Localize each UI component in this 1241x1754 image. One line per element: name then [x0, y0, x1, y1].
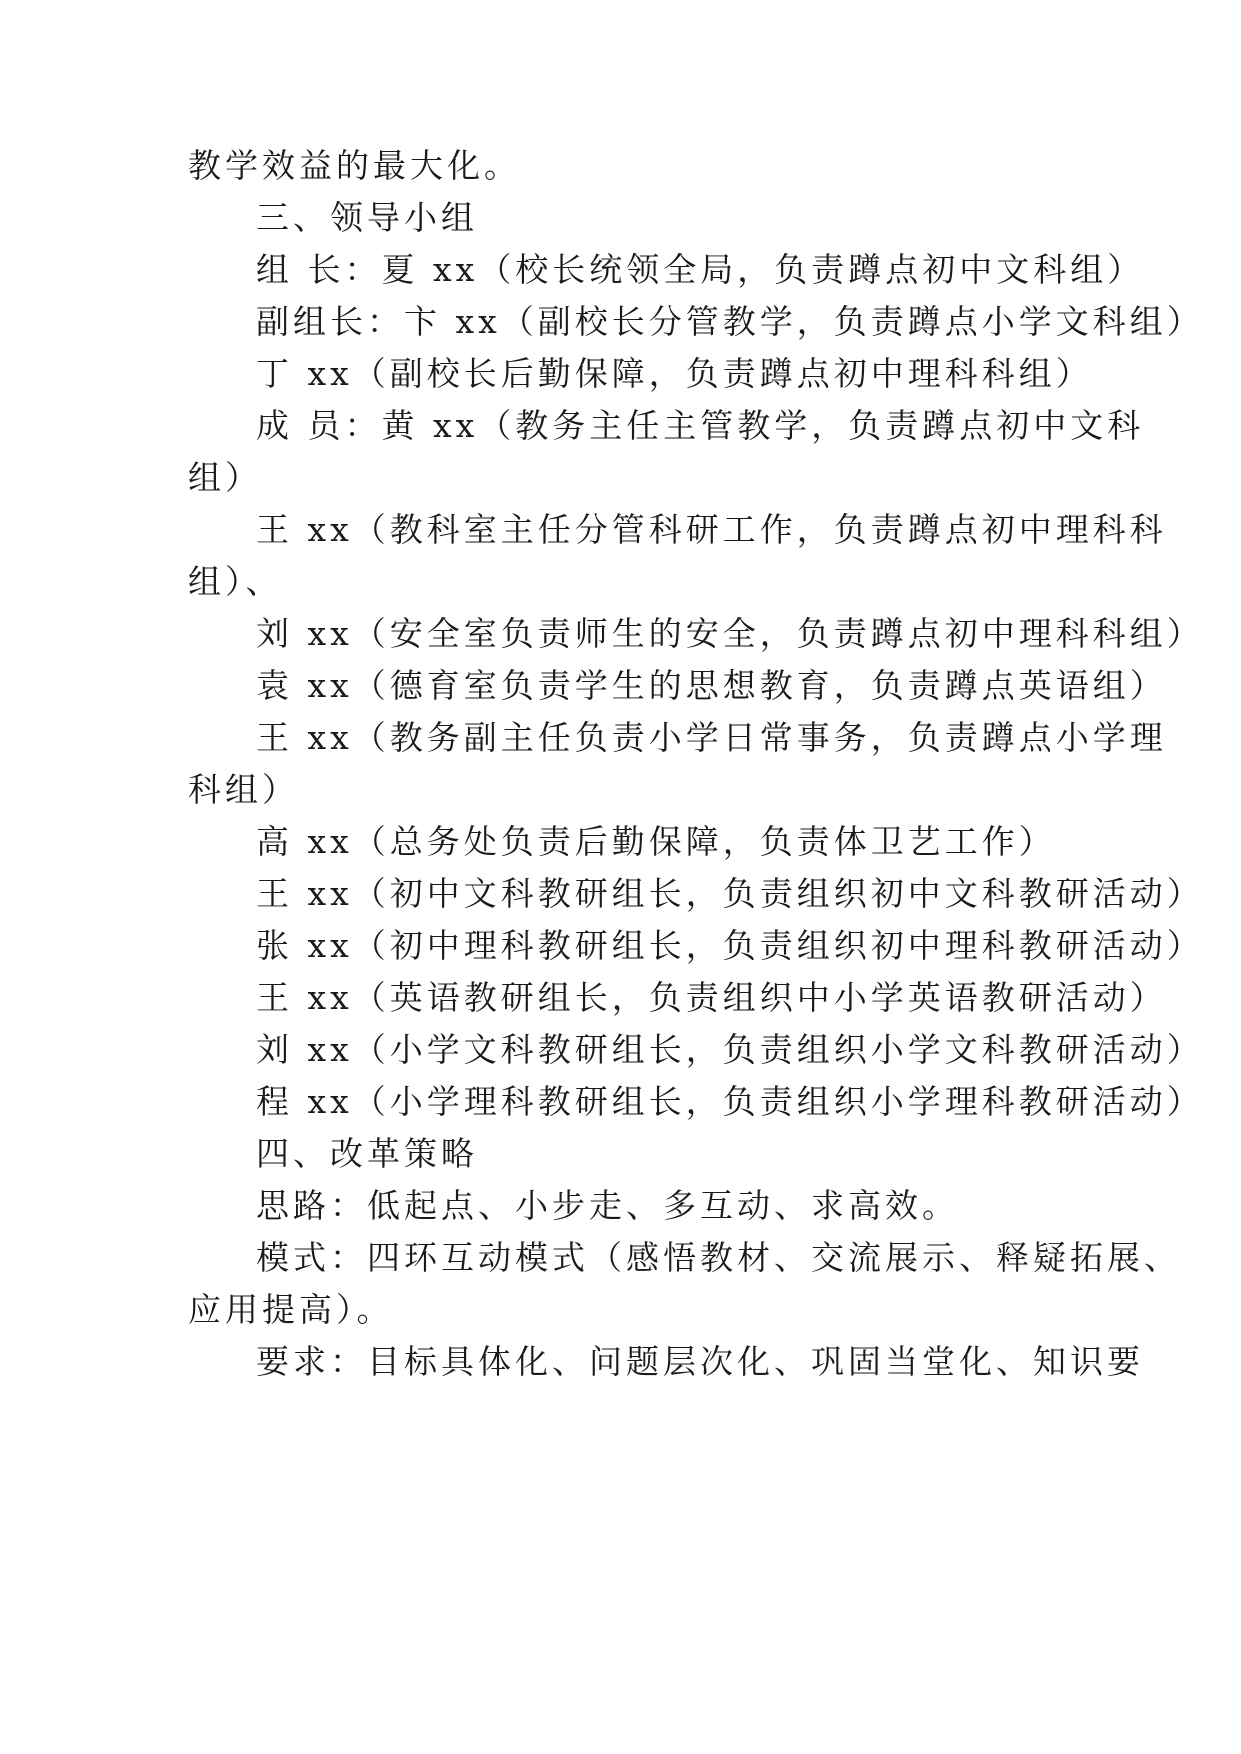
text-line: 王 xx（初中文科教研组长，负责组织初中文科教研活动）	[256, 874, 1204, 913]
text-line: 应用提高）。	[188, 1290, 394, 1329]
text-line: 张 xx（初中理科教研组长，负责组织初中理科教研活动）	[256, 926, 1204, 965]
text-line: 组）、	[188, 562, 283, 601]
text-line: 组 长：夏 xx（校长统领全局，负责蹲点初中文科组）	[256, 250, 1145, 289]
text-line: 刘 xx（小学文科教研组长，负责组织小学文科教研活动）	[256, 1030, 1204, 1069]
section-heading: 四、改革策略	[256, 1134, 478, 1173]
text-line: 科组）	[188, 770, 299, 809]
text-line: 教学效益的最大化。	[188, 146, 521, 185]
text-line: 丁 xx（副校长后勤保障，负责蹲点初中理科科组）	[256, 354, 1093, 393]
text-line: 袁 xx（德育室负责学生的思想教育，负责蹲点英语组）	[256, 666, 1167, 705]
text-line: 思路：低起点、小步走、多互动、求高效。	[256, 1186, 959, 1225]
text-line: 刘 xx（安全室负责师生的安全，负责蹲点初中理科科组）	[256, 614, 1204, 653]
text-line: 模式：四环互动模式（感悟教材、交流展示、释疑拓展、	[256, 1238, 1181, 1277]
text-line: 组）	[188, 458, 262, 497]
text-line: 程 xx（小学理科教研组长，负责组织小学理科教研活动）	[256, 1082, 1204, 1121]
section-heading: 三、领导小组	[256, 198, 478, 237]
text-line: 王 xx（教务副主任负责小学日常事务，负责蹲点小学理	[256, 718, 1167, 757]
text-line: 王 xx（教科室主任分管科研工作，负责蹲点初中理科科	[256, 510, 1167, 549]
text-line: 成 员：黄 xx（教务主任主管教学，负责蹲点初中文科	[256, 406, 1145, 445]
text-line: 副组长：卞 xx（副校长分管教学，负责蹲点小学文科组）	[256, 302, 1204, 341]
text-line: 高 xx（总务处负责后勤保障，负责体卫艺工作）	[256, 822, 1056, 861]
text-line: 要求：目标具体化、问题层次化、巩固当堂化、知识要	[256, 1342, 1144, 1381]
text-line: 王 xx（英语教研组长，负责组织中小学英语教研活动）	[256, 978, 1167, 1017]
